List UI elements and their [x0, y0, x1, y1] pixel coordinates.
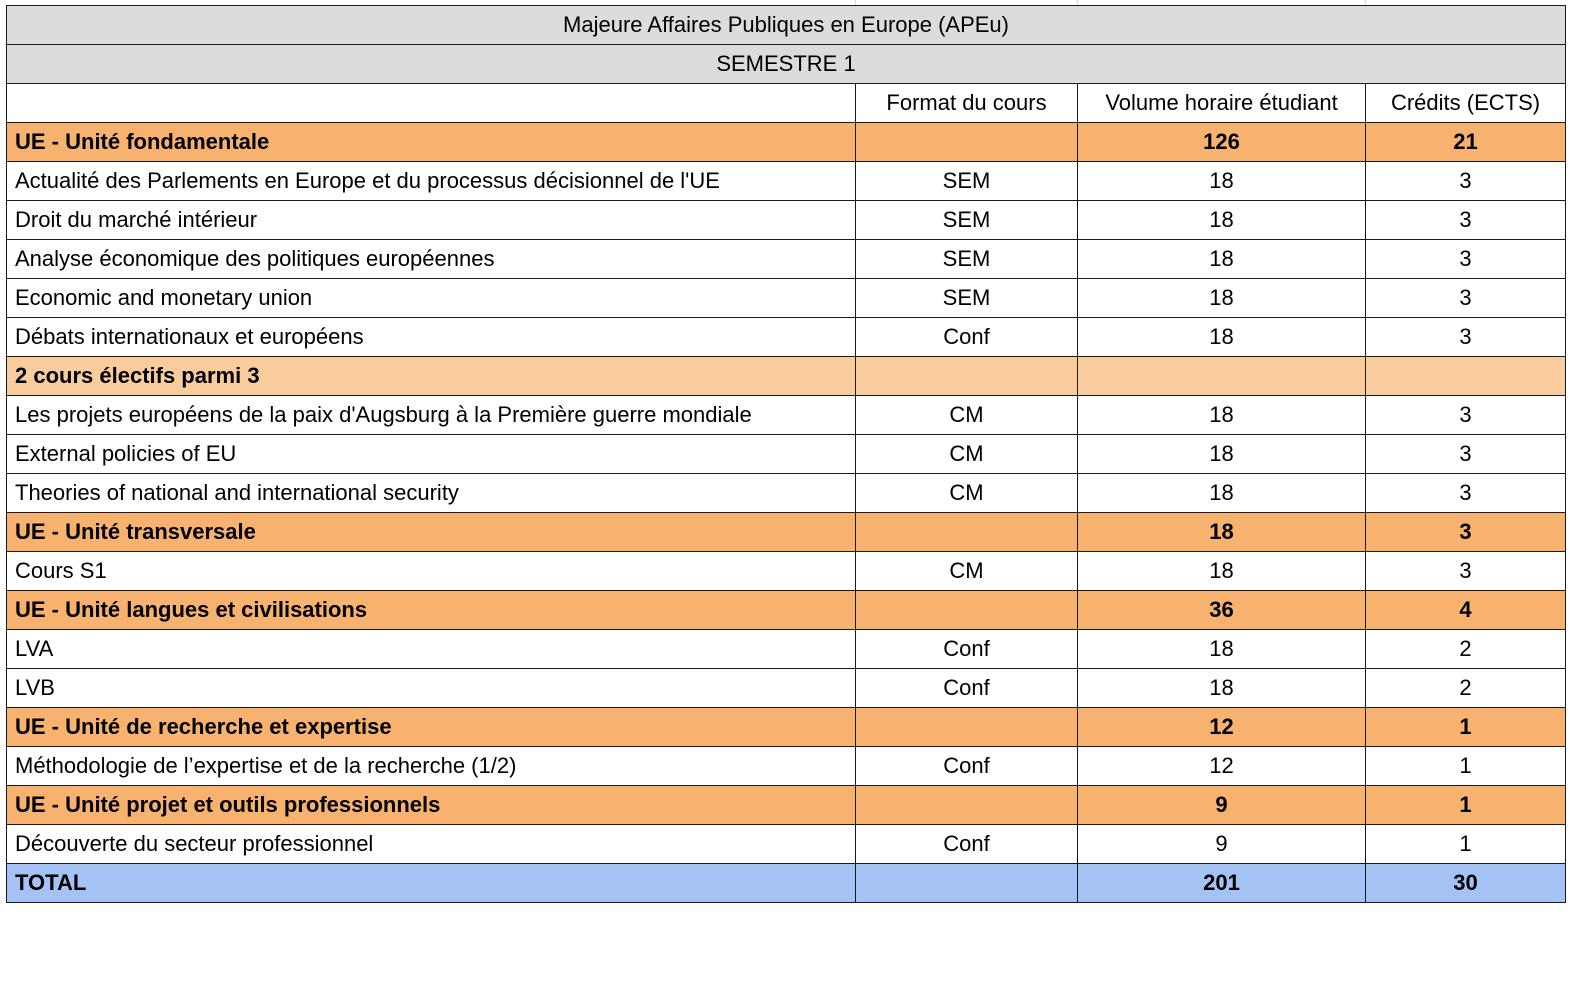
format-cell[interactable]: [856, 708, 1078, 747]
credits-cell[interactable]: 3: [1366, 474, 1566, 513]
hours-cell[interactable]: 18: [1078, 162, 1366, 201]
course-row: [7, 669, 1566, 708]
table-body: [7, 6, 1566, 903]
hours-cell[interactable]: 36: [1078, 591, 1366, 630]
credits-cell[interactable]: 3: [1366, 513, 1566, 552]
column-header-credits[interactable]: Crédits (ECTS): [1366, 84, 1566, 123]
ue-row: [7, 513, 1566, 552]
course-row: [7, 201, 1566, 240]
course-label-cell[interactable]: Cours S1: [7, 552, 856, 591]
credits-cell[interactable]: 3: [1366, 240, 1566, 279]
hours-cell[interactable]: 12: [1078, 708, 1366, 747]
hours-cell[interactable]: 18: [1078, 435, 1366, 474]
format-cell[interactable]: SEM: [856, 279, 1078, 318]
course-label-cell[interactable]: LVB: [7, 669, 856, 708]
hours-cell[interactable]: 18: [1078, 474, 1366, 513]
course-label-cell[interactable]: Economic and monetary union: [7, 279, 856, 318]
ue-row: [7, 708, 1566, 747]
course-label-cell[interactable]: Découverte du secteur professionnel: [7, 825, 856, 864]
course-label-cell[interactable]: Les projets européens de la paix d'Augsburg à la Première guerre mondiale: [7, 396, 856, 435]
course-label-cell[interactable]: External policies of EU: [7, 435, 856, 474]
course-label-cell[interactable]: Méthodologie de l’expertise et de la recherche (1/2): [7, 747, 856, 786]
credits-cell[interactable]: 3: [1366, 318, 1566, 357]
total-row: [7, 864, 1566, 903]
credits-cell[interactable]: 1: [1366, 825, 1566, 864]
course-label-cell[interactable]: UE - Unité de recherche et expertise: [7, 708, 856, 747]
hours-cell[interactable]: 18: [1078, 318, 1366, 357]
hours-cell[interactable]: 126: [1078, 123, 1366, 162]
course-label-cell[interactable]: Droit du marché intérieur: [7, 201, 856, 240]
credits-cell[interactable]: 3: [1366, 201, 1566, 240]
hours-cell[interactable]: 18: [1078, 552, 1366, 591]
course-row: [7, 162, 1566, 201]
format-cell[interactable]: CM: [856, 474, 1078, 513]
ue-row: [7, 591, 1566, 630]
course-row: [7, 747, 1566, 786]
course-label-cell[interactable]: Theories of national and international security: [7, 474, 856, 513]
format-cell[interactable]: Conf: [856, 825, 1078, 864]
ue-row: [7, 786, 1566, 825]
course-label-cell[interactable]: UE - Unité projet et outils professionnels: [7, 786, 856, 825]
format-cell[interactable]: CM: [856, 552, 1078, 591]
credits-cell[interactable]: 1: [1366, 786, 1566, 825]
hours-cell[interactable]: 12: [1078, 747, 1366, 786]
course-row: [7, 825, 1566, 864]
hours-cell[interactable]: 18: [1078, 279, 1366, 318]
hours-cell[interactable]: 9: [1078, 825, 1366, 864]
format-cell[interactable]: [856, 357, 1078, 396]
hours-cell[interactable]: 201: [1078, 864, 1366, 903]
hours-cell[interactable]: 18: [1078, 396, 1366, 435]
ue-row: [7, 123, 1566, 162]
credits-cell[interactable]: 1: [1366, 708, 1566, 747]
course-label-cell[interactable]: 2 cours électifs parmi 3: [7, 357, 856, 396]
format-cell[interactable]: SEM: [856, 162, 1078, 201]
column-header-hours[interactable]: Volume horaire étudiant: [1078, 84, 1366, 123]
hours-cell[interactable]: 18: [1078, 201, 1366, 240]
format-cell[interactable]: Conf: [856, 669, 1078, 708]
hours-cell[interactable]: [1078, 357, 1366, 396]
format-cell[interactable]: [856, 864, 1078, 903]
format-cell[interactable]: [856, 513, 1078, 552]
format-cell[interactable]: CM: [856, 396, 1078, 435]
semester-heading[interactable]: SEMESTRE 1: [7, 45, 1566, 84]
credits-cell[interactable]: 2: [1366, 669, 1566, 708]
format-cell[interactable]: Conf: [856, 747, 1078, 786]
course-label-cell[interactable]: UE - Unité fondamentale: [7, 123, 856, 162]
course-row: [7, 474, 1566, 513]
course-row: [7, 630, 1566, 669]
hours-cell[interactable]: 18: [1078, 240, 1366, 279]
format-cell[interactable]: SEM: [856, 240, 1078, 279]
course-label-cell[interactable]: LVA: [7, 630, 856, 669]
credits-cell[interactable]: [1366, 357, 1566, 396]
course-label-cell[interactable]: Débats internationaux et européens: [7, 318, 856, 357]
course-row: [7, 552, 1566, 591]
format-cell[interactable]: Conf: [856, 630, 1078, 669]
course-label-cell[interactable]: UE - Unité transversale: [7, 513, 856, 552]
credits-cell[interactable]: 3: [1366, 396, 1566, 435]
course-label-cell[interactable]: Actualité des Parlements en Europe et du processus décisionnel de l'UE: [7, 162, 856, 201]
course-label-cell[interactable]: Analyse économique des politiques européennes: [7, 240, 856, 279]
course-row: [7, 318, 1566, 357]
format-cell[interactable]: Conf: [856, 318, 1078, 357]
hours-cell[interactable]: 18: [1078, 669, 1366, 708]
format-cell[interactable]: [856, 123, 1078, 162]
credits-cell[interactable]: 1: [1366, 747, 1566, 786]
course-row: [7, 240, 1566, 279]
credits-cell[interactable]: 30: [1366, 864, 1566, 903]
title-row: [7, 6, 1566, 45]
format-cell[interactable]: SEM: [856, 201, 1078, 240]
credits-cell[interactable]: 2: [1366, 630, 1566, 669]
course-row: [7, 435, 1566, 474]
format-cell[interactable]: CM: [856, 435, 1078, 474]
column-header-row: [7, 84, 1566, 123]
course-row: [7, 396, 1566, 435]
credits-cell[interactable]: 3: [1366, 435, 1566, 474]
credits-cell[interactable]: 3: [1366, 162, 1566, 201]
course-row: [7, 279, 1566, 318]
credits-cell[interactable]: 3: [1366, 279, 1566, 318]
format-cell[interactable]: [856, 591, 1078, 630]
hours-cell[interactable]: 18: [1078, 513, 1366, 552]
format-cell[interactable]: [856, 786, 1078, 825]
column-header-format[interactable]: Format du cours: [856, 84, 1078, 123]
hours-cell[interactable]: 18: [1078, 630, 1366, 669]
credits-cell[interactable]: 4: [1366, 591, 1566, 630]
credits-cell[interactable]: 3: [1366, 552, 1566, 591]
course-label-cell[interactable]: UE - Unité langues et civilisations: [7, 591, 856, 630]
semester-row: [7, 45, 1566, 84]
hours-cell[interactable]: 9: [1078, 786, 1366, 825]
column-header-course[interactable]: [7, 84, 856, 123]
curriculum-table: [6, 5, 1566, 903]
course-label-cell[interactable]: TOTAL: [7, 864, 856, 903]
page-title[interactable]: Majeure Affaires Publiques en Europe (APEu): [7, 6, 1566, 45]
elective-group-row: [7, 357, 1566, 396]
credits-cell[interactable]: 21: [1366, 123, 1566, 162]
